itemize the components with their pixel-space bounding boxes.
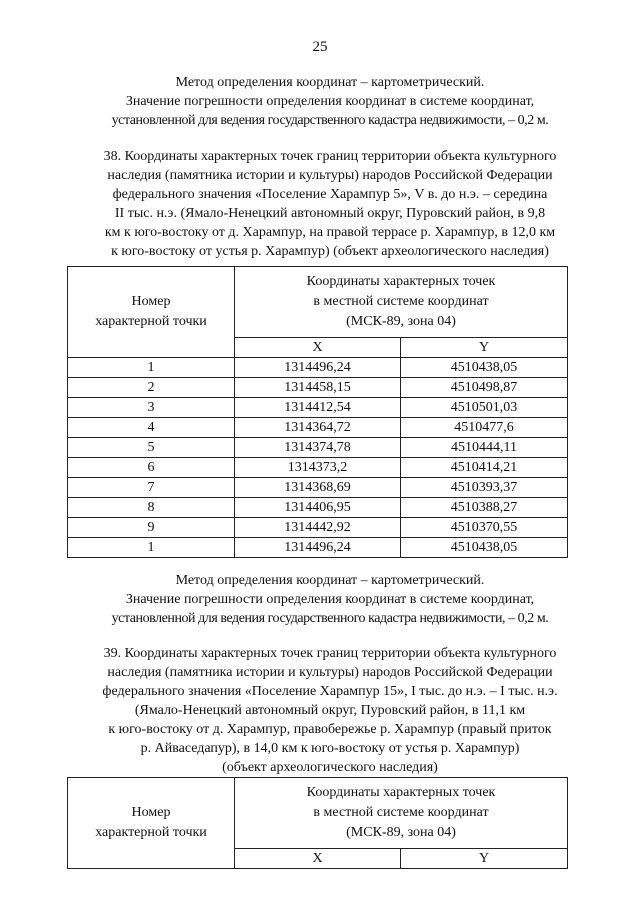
section-line: федерального значения «Поселение Харампур 15», I тыс. до н.э. – I тыс. н.э. xyxy=(102,684,558,699)
coord-y: 4510501,03 xyxy=(401,398,568,418)
section-line: км к юго-востоку от д. Харампур, на правой террасе р. Харампур, в 12,0 км xyxy=(104,225,556,240)
point-number: 3 xyxy=(68,398,235,418)
table-header-row xyxy=(68,778,568,849)
point-number: 7 xyxy=(68,478,235,498)
point-number: 6 xyxy=(68,458,235,478)
table-row xyxy=(68,478,568,498)
header-point-number xyxy=(68,267,235,358)
coord-y: 4510498,87 xyxy=(401,378,568,398)
header-text: (МСК-89, зона 04) xyxy=(346,314,456,329)
header-text: Координаты характерных точек xyxy=(306,785,496,800)
section-line: р. Айваседапур), в 14,0 км к юго-востоку от устья р. Харампур) xyxy=(140,741,520,756)
section-line: федерального значения «Поселение Харампур 5», V в. до н.э. – середина xyxy=(112,187,548,202)
coord-y: 4510370,55 xyxy=(401,518,568,538)
header-text: в местной системе координат xyxy=(313,805,489,820)
header-text: характерной точки xyxy=(95,825,207,840)
method-note-line: Метод определения координат – картометрический. xyxy=(175,75,485,90)
coord-y: 4510438,05 xyxy=(401,538,568,558)
table-row xyxy=(68,418,568,438)
header-text: Номер xyxy=(131,294,171,309)
coord-x: 1314364,72 xyxy=(235,418,401,438)
coord-x: 1314412,54 xyxy=(235,398,401,418)
header-y: Y xyxy=(401,849,568,869)
header-text: Координаты характерных точек xyxy=(306,274,496,289)
section-line: 39. Координаты характерных точек границ территории объекта культурного xyxy=(103,646,557,661)
header-text: в местной системе координат xyxy=(313,294,489,309)
section-39-heading xyxy=(40,644,620,777)
section-line: (Ямало-Ненецкий автономный округ, Пуровский район, в 11,1 км xyxy=(134,703,526,718)
header-y: Y xyxy=(401,338,568,358)
table-row xyxy=(68,538,568,558)
method-note-line: установленной для ведения государственного кадастра недвижимости, – 0,2 м. xyxy=(111,611,549,626)
point-number: 1 xyxy=(68,358,235,378)
method-note-line: Метод определения координат – картометрический. xyxy=(175,573,485,588)
coord-x: 1314458,15 xyxy=(235,378,401,398)
table-row xyxy=(68,518,568,538)
table-row xyxy=(68,498,568,518)
point-number: 2 xyxy=(68,378,235,398)
coord-y: 4510477,6 xyxy=(401,418,568,438)
section-line: к юго-востоку от устья р. Харампур) (объект археологического наследия) xyxy=(111,244,549,259)
header-text: Номер xyxy=(131,805,171,820)
point-number: 8 xyxy=(68,498,235,518)
table-row xyxy=(68,358,568,378)
section-line: (объект археологического наследия) xyxy=(222,760,438,775)
coord-y: 4510444,11 xyxy=(401,438,568,458)
section-line: наследия (памятника истории и культуры) народов Российской Федерации xyxy=(107,665,553,680)
section-line: 38. Координаты характерных точек границ территории объекта культурного xyxy=(103,149,557,164)
table-row xyxy=(68,438,568,458)
header-x: X xyxy=(235,849,401,869)
coord-x: 1314406,95 xyxy=(235,498,401,518)
coord-x: 1314442,92 xyxy=(235,518,401,538)
method-note-1 xyxy=(40,73,620,130)
header-x: X xyxy=(235,338,401,358)
section-38-heading xyxy=(40,147,620,261)
section-line: II тыс. н.э. (Ямало-Ненецкий автономный округ, Пуровский район, в 9,8 xyxy=(114,206,546,221)
coordinates-table-38 xyxy=(67,266,568,558)
table-header-row xyxy=(68,267,568,338)
header-text: (МСК-89, зона 04) xyxy=(346,825,456,840)
method-note-line: Значение погрешности определения координат в системе координат, xyxy=(125,592,535,607)
header-coordinates xyxy=(235,267,568,338)
point-number: 9 xyxy=(68,518,235,538)
coord-x: 1314368,69 xyxy=(235,478,401,498)
table-row xyxy=(68,398,568,418)
table-row xyxy=(68,378,568,398)
table-row xyxy=(68,458,568,478)
header-point-number xyxy=(68,778,235,869)
method-note-line: установленной для ведения государственного кадастра недвижимости, – 0,2 м. xyxy=(111,113,549,128)
method-note-line: Значение погрешности определения координат в системе координат, xyxy=(125,94,535,109)
method-note-2 xyxy=(40,571,620,628)
coord-y: 4510388,27 xyxy=(401,498,568,518)
header-coordinates xyxy=(235,778,568,849)
coord-x: 1314496,24 xyxy=(235,358,401,378)
coordinates-table-39 xyxy=(67,777,568,869)
section-line: наследия (памятника истории и культуры) народов Российской Федерации xyxy=(107,168,553,183)
section-line: к юго-востоку от д. Харампур, правобережье р. Харампур (правый приток xyxy=(108,722,552,737)
coord-x: 1314374,78 xyxy=(235,438,401,458)
point-number: 1 xyxy=(68,538,235,558)
coord-y: 4510393,37 xyxy=(401,478,568,498)
coord-x: 1314373,2 xyxy=(235,458,401,478)
point-number: 4 xyxy=(68,418,235,438)
point-number: 5 xyxy=(68,438,235,458)
coord-x: 1314496,24 xyxy=(235,538,401,558)
coord-y: 4510438,05 xyxy=(401,358,568,378)
page-number: 25 xyxy=(312,39,328,55)
header-text: характерной точки xyxy=(95,314,207,329)
coord-y: 4510414,21 xyxy=(401,458,568,478)
